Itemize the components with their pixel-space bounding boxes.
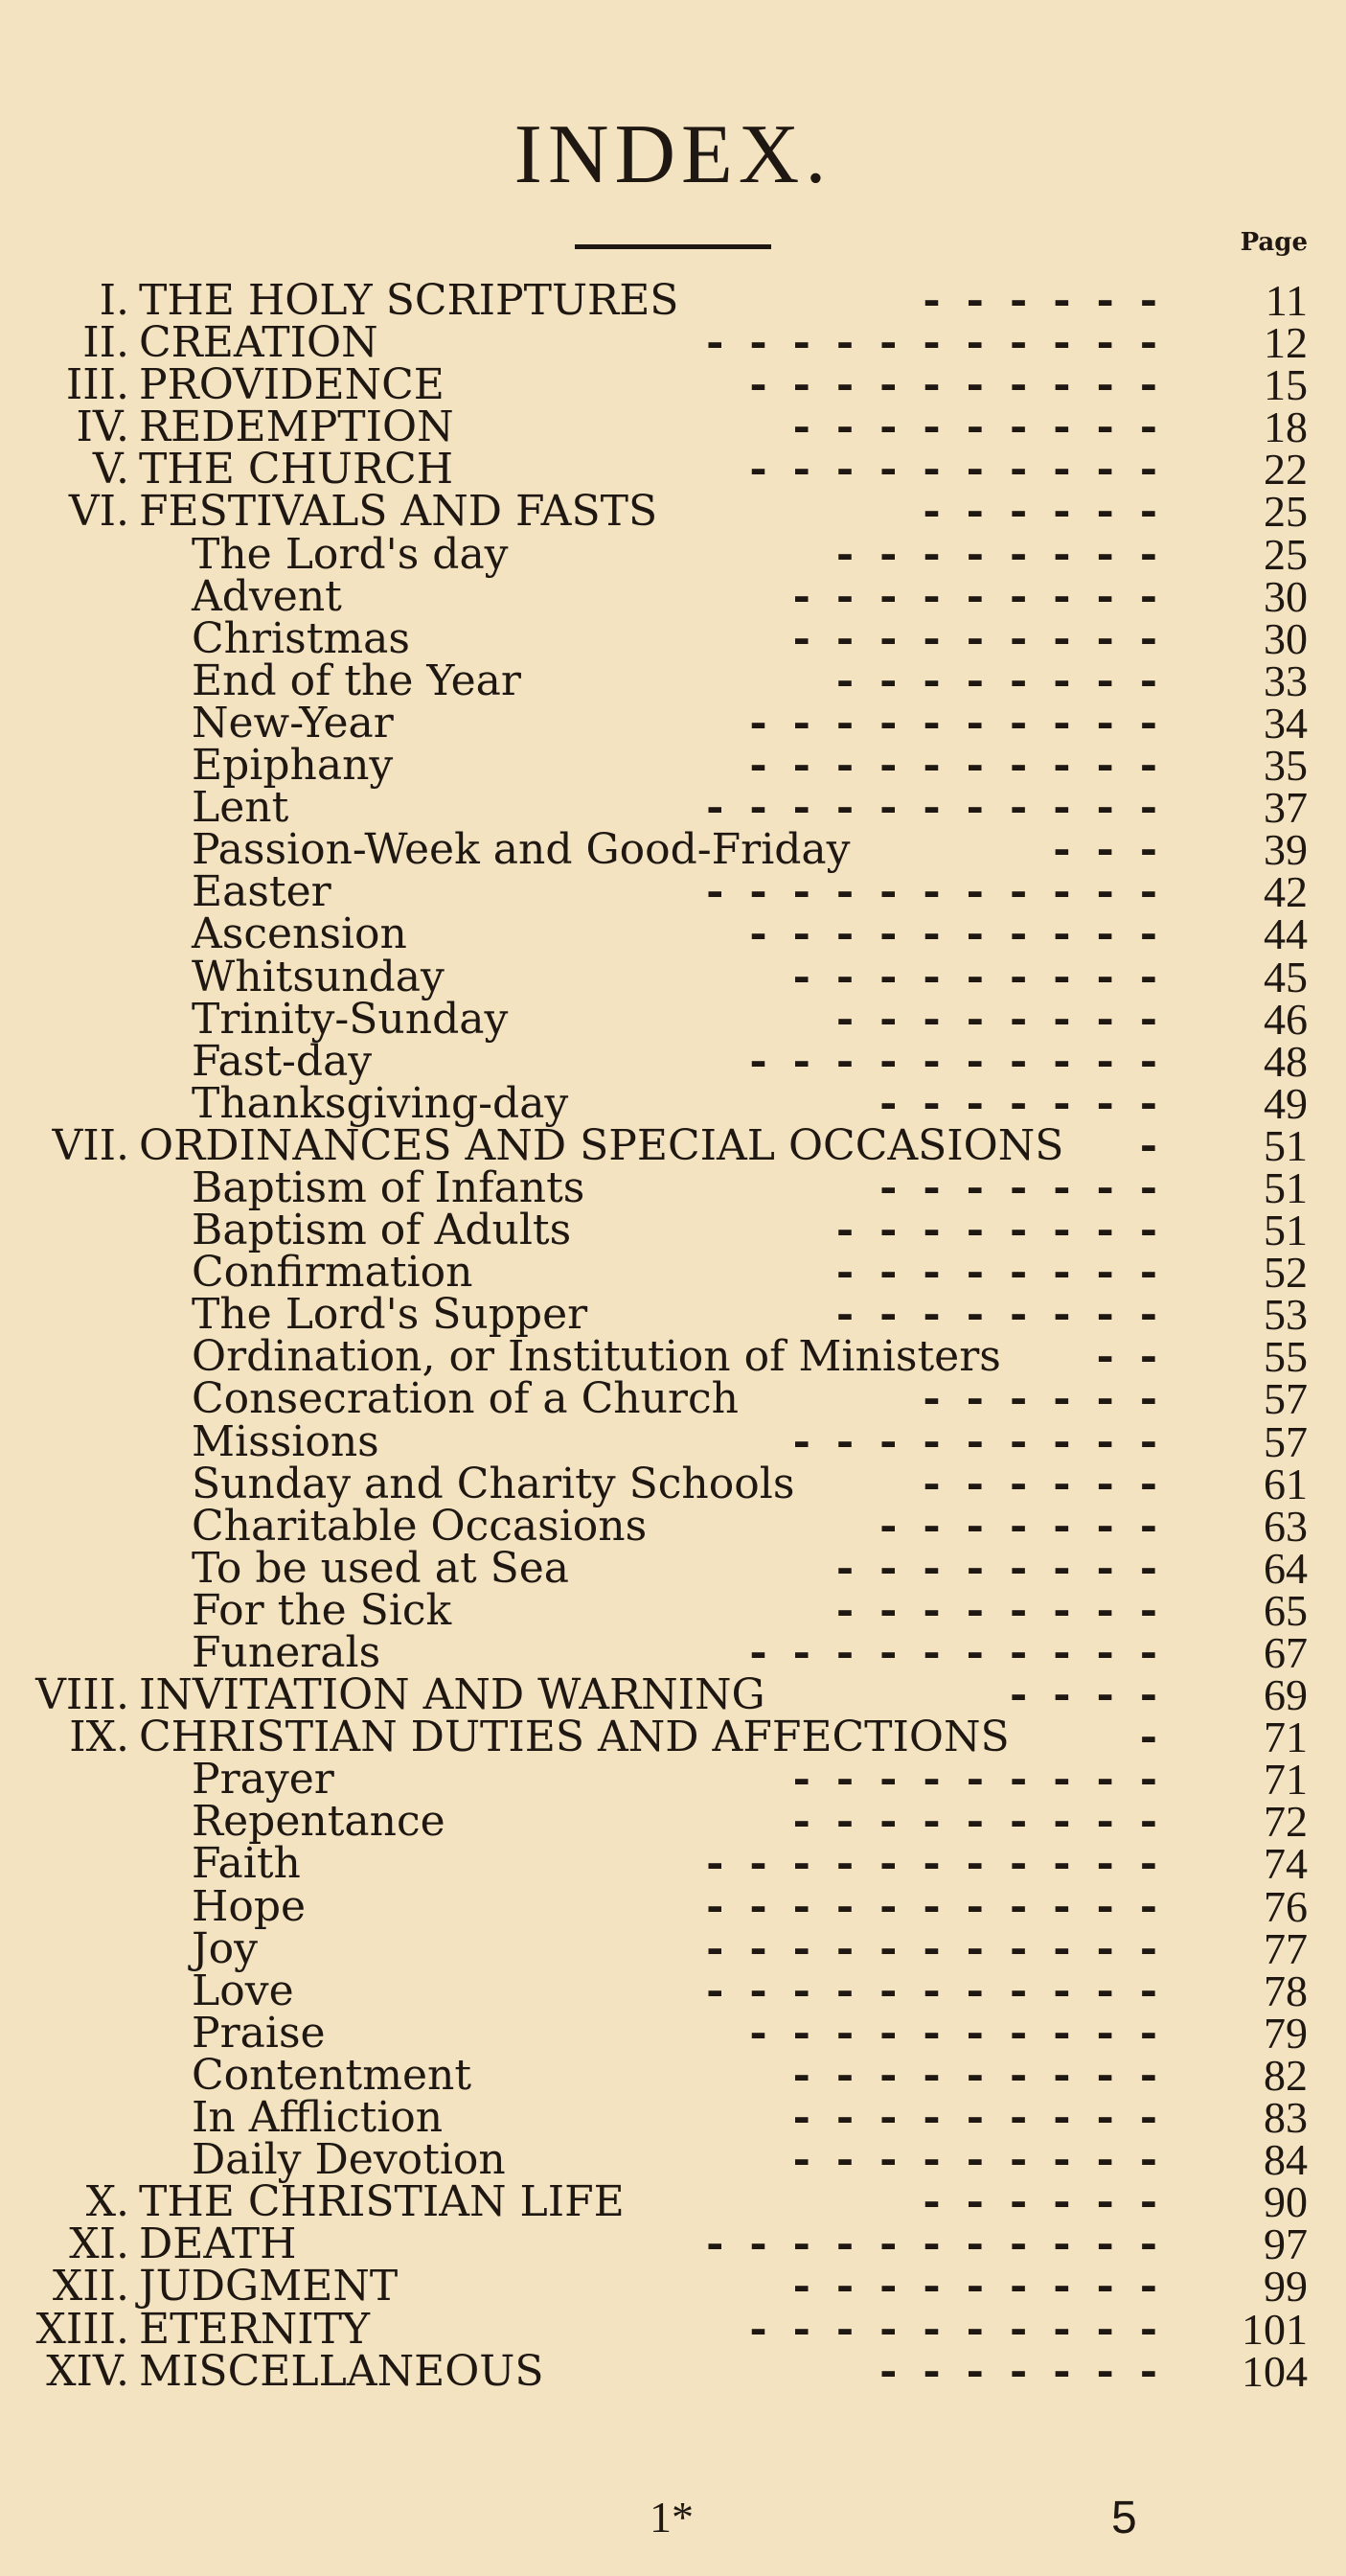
entry-page-number: 11 — [1265, 276, 1308, 325]
chapter-numeral: I. — [99, 276, 129, 325]
entry-page-number: 45 — [1264, 952, 1308, 1001]
index-chapter-entry — [0, 2346, 1346, 2396]
index-sub-entry — [0, 1839, 1346, 1889]
entry-label: Thanksgiving-day — [192, 1078, 569, 1128]
entry-page-number: 83 — [1264, 2093, 1308, 2143]
dot-leader: ---------- — [749, 360, 1183, 410]
index-chapter-entry — [0, 445, 1346, 494]
page-number: 5 — [1111, 2493, 1137, 2543]
dot-leader: --------- — [792, 1416, 1183, 1466]
entry-label: Contentment — [192, 2050, 472, 2100]
entry-page-number: 77 — [1264, 1923, 1308, 1973]
index-sub-entry — [0, 825, 1346, 875]
index-sub-entry — [0, 1966, 1346, 2015]
entry-label: Daily Devotion — [192, 2135, 506, 2185]
dot-leader: ------- — [879, 2346, 1183, 2396]
index-chapter-entry — [0, 2304, 1346, 2354]
dot-leader: -------- — [835, 1290, 1183, 1340]
dot-leader: -------- — [835, 1206, 1183, 1255]
dot-leader: ---------- — [749, 2304, 1183, 2354]
entry-page-number: 18 — [1264, 402, 1308, 452]
index-chapter-entry — [0, 1120, 1346, 1170]
index-chapter-entry — [0, 2177, 1346, 2227]
dot-leader: ---------- — [749, 1628, 1183, 1677]
dot-leader: ----------- — [706, 783, 1183, 833]
dot-leader: ---------- — [749, 909, 1183, 959]
chapter-numeral: XI. — [69, 2220, 129, 2269]
index-sub-entry — [0, 1078, 1346, 1128]
chapter-numeral: III. — [65, 360, 129, 410]
entry-label: THE CHRISTIAN LIFE — [139, 2177, 625, 2227]
dot-leader: --------- — [792, 952, 1183, 1001]
dot-leader: -------- — [835, 1543, 1183, 1593]
entry-label: The Lord's day — [192, 529, 509, 579]
entry-page-number: 48 — [1264, 1036, 1308, 1086]
entry-label: Charitable Occasions — [192, 1501, 648, 1551]
index-sub-entry — [0, 783, 1346, 833]
entry-page-number: 34 — [1264, 698, 1308, 748]
entry-page-number: 79 — [1264, 2008, 1308, 2058]
chapter-numeral: VIII. — [35, 1670, 129, 1720]
index-sub-entry — [0, 909, 1346, 959]
dot-leader: -- — [1096, 1332, 1183, 1382]
entry-page-number: 101 — [1242, 2304, 1308, 2354]
index-entries — [0, 276, 1346, 2396]
dot-leader: ----------- — [706, 867, 1183, 917]
index-sub-entry — [0, 2008, 1346, 2058]
entry-page-number: 82 — [1264, 2050, 1308, 2100]
entry-label: Easter — [192, 867, 331, 917]
entry-page-number: 25 — [1264, 487, 1308, 537]
dot-leader: ------ — [923, 487, 1183, 537]
page-column-heading: Page — [1240, 228, 1308, 257]
index-chapter-entry — [0, 487, 1346, 537]
entry-page-number: 67 — [1264, 1628, 1308, 1677]
entry-page-number: 84 — [1264, 2135, 1308, 2185]
entry-label: New-Year — [192, 698, 394, 748]
entry-label: Missions — [192, 1416, 379, 1466]
entry-label: Fast-day — [192, 1036, 373, 1086]
entry-page-number: 42 — [1264, 867, 1308, 917]
entry-label: REDEMPTION — [139, 402, 454, 452]
index-sub-entry — [0, 1248, 1346, 1298]
entry-page-number: 35 — [1264, 741, 1308, 791]
dot-leader: ------- — [879, 1162, 1183, 1212]
dot-leader: ------ — [923, 1459, 1183, 1508]
chapter-numeral: V. — [92, 445, 129, 494]
dot-leader: ---------- — [749, 445, 1183, 494]
index-sub-entry — [0, 1332, 1346, 1382]
index-sub-entry — [0, 1628, 1346, 1677]
dot-leader: --------- — [792, 2262, 1183, 2312]
entry-page-number: 53 — [1264, 1290, 1308, 1340]
index-sub-entry — [0, 741, 1346, 791]
dot-leader: -------- — [835, 994, 1183, 1044]
entry-label: For the Sick — [192, 1585, 452, 1635]
entry-page-number: 55 — [1264, 1332, 1308, 1382]
entry-page-number: 57 — [1264, 1416, 1308, 1466]
index-sub-entry — [0, 1036, 1346, 1086]
entry-label: Sunday and Charity Schools — [192, 1459, 795, 1508]
entry-page-number: 22 — [1264, 445, 1308, 494]
dot-leader: ------- — [879, 1078, 1183, 1128]
index-sub-entry — [0, 1459, 1346, 1508]
entry-label: Baptism of Adults — [192, 1206, 572, 1255]
entry-page-number: 51 — [1264, 1120, 1308, 1170]
entry-page-number: 99 — [1264, 2262, 1308, 2312]
entry-page-number: 61 — [1264, 1459, 1308, 1508]
entry-label: THE HOLY SCRIPTURES — [139, 276, 679, 325]
chapter-numeral: IX. — [69, 1713, 129, 1762]
entry-page-number: 39 — [1264, 825, 1308, 875]
index-sub-entry — [0, 1374, 1346, 1424]
entry-label: CREATION — [139, 318, 378, 368]
entry-page-number: 63 — [1264, 1501, 1308, 1551]
entry-label: Trinity-Sunday — [192, 994, 509, 1044]
entry-page-number: 51 — [1264, 1206, 1308, 1255]
index-sub-entry — [0, 613, 1346, 663]
entry-page-number: 52 — [1264, 1248, 1308, 1298]
entry-page-number: 46 — [1264, 994, 1308, 1044]
entry-page-number: 69 — [1264, 1670, 1308, 1720]
dot-leader: --------- — [792, 2135, 1183, 2185]
entry-label: End of the Year — [192, 656, 521, 705]
entry-label: The Lord's Supper — [192, 1290, 588, 1340]
entry-page-number: 90 — [1264, 2177, 1308, 2227]
entry-label: DEATH — [139, 2220, 297, 2269]
dot-leader: ------ — [923, 1374, 1183, 1424]
entry-label: Repentance — [192, 1797, 445, 1847]
index-chapter-entry — [0, 360, 1346, 410]
entry-label: Faith — [192, 1839, 301, 1889]
entry-label: CHRISTIAN DUTIES AND AFFECTIONS — [139, 1713, 1010, 1762]
index-sub-entry — [0, 1585, 1346, 1635]
entry-label: Prayer — [192, 1755, 334, 1805]
index-sub-entry — [0, 1416, 1346, 1466]
dot-leader: ------ — [923, 276, 1183, 325]
entry-page-number: 37 — [1264, 783, 1308, 833]
entry-label: INVITATION AND WARNING — [139, 1670, 765, 1720]
entry-label: THE CHURCH — [139, 445, 454, 494]
dot-leader: ---------- — [749, 2008, 1183, 2058]
entry-label: Consecration of a Church — [192, 1374, 739, 1424]
dot-leader: --------- — [792, 571, 1183, 621]
index-sub-entry — [0, 1797, 1346, 1847]
entry-label: Confirmation — [192, 1248, 473, 1298]
dot-leader: --------- — [792, 613, 1183, 663]
chapter-numeral: XII. — [52, 2262, 129, 2312]
entry-page-number: 30 — [1264, 571, 1308, 621]
index-sub-entry — [0, 571, 1346, 621]
index-sub-entry — [0, 656, 1346, 705]
index-sub-entry — [0, 2093, 1346, 2143]
index-sub-entry — [0, 1755, 1346, 1805]
entry-page-number: 51 — [1264, 1162, 1308, 1212]
chapter-numeral: VII. — [52, 1120, 129, 1170]
entry-label: Advent — [192, 571, 342, 621]
index-chapter-entry — [0, 2220, 1346, 2269]
index-sub-entry — [0, 698, 1346, 748]
dot-leader: ----------- — [706, 1966, 1183, 2015]
entry-page-number: 15 — [1264, 360, 1308, 410]
chapter-numeral: VI. — [68, 487, 129, 537]
entry-page-number: 33 — [1264, 656, 1308, 705]
index-title: INDEX. — [513, 108, 833, 201]
entry-label: To be used at Sea — [192, 1543, 570, 1593]
entry-label: PROVIDENCE — [139, 360, 445, 410]
entry-label: Ascension — [192, 909, 407, 959]
dot-leader: -------- — [835, 529, 1183, 579]
entry-label: MISCELLANEOUS — [139, 2346, 544, 2396]
index-chapter-entry — [0, 318, 1346, 368]
index-sub-entry — [0, 1881, 1346, 1931]
entry-label: Love — [192, 1966, 294, 2015]
entry-label: In Affliction — [192, 2093, 444, 2143]
index-chapter-entry — [0, 276, 1346, 325]
entry-page-number: 64 — [1264, 1543, 1308, 1593]
dot-leader: ---------- — [749, 698, 1183, 748]
index-chapter-entry — [0, 1670, 1346, 1720]
dot-leader: --------- — [792, 1797, 1183, 1847]
dot-leader: ------ — [923, 2177, 1183, 2227]
index-sub-entry — [0, 952, 1346, 1001]
chapter-numeral: II. — [82, 318, 129, 368]
index-sub-entry — [0, 1501, 1346, 1551]
index-sub-entry — [0, 1290, 1346, 1340]
index-sub-entry — [0, 2135, 1346, 2185]
entry-label: ORDINANCES AND SPECIAL OCCASIONS — [139, 1120, 1064, 1170]
index-sub-entry — [0, 2050, 1346, 2100]
title-rule — [575, 244, 771, 249]
index-sub-entry — [0, 994, 1346, 1044]
dot-leader: ----------- — [706, 2220, 1183, 2269]
entry-page-number: 76 — [1264, 1881, 1308, 1931]
dot-leader: ----------- — [706, 1839, 1183, 1889]
chapter-numeral: IV. — [76, 402, 129, 452]
entry-page-number: 57 — [1264, 1374, 1308, 1424]
signature-mark: 1* — [650, 2493, 694, 2542]
entry-label: Christmas — [192, 613, 410, 663]
entry-label: Hope — [192, 1881, 307, 1931]
index-chapter-entry — [0, 1713, 1346, 1762]
dot-leader: --------- — [792, 2050, 1183, 2100]
dot-leader: --------- — [792, 1755, 1183, 1805]
entry-page-number: 74 — [1264, 1839, 1308, 1889]
dot-leader: -------- — [835, 1248, 1183, 1298]
index-sub-entry — [0, 1162, 1346, 1212]
dot-leader: --------- — [792, 2093, 1183, 2143]
dot-leader: --------- — [792, 402, 1183, 452]
entry-label: Joy — [192, 1923, 258, 1973]
entry-label: Praise — [192, 2008, 326, 2058]
chapter-numeral: X. — [85, 2177, 129, 2227]
entry-page-number: 78 — [1264, 1966, 1308, 2015]
dot-leader: - — [1139, 1120, 1183, 1170]
dot-leader: ------- — [879, 1501, 1183, 1551]
dot-leader: -------- — [835, 656, 1183, 705]
dot-leader: --- — [1053, 825, 1183, 875]
chapter-numeral: XIV. — [46, 2346, 129, 2396]
dot-leader: -------- — [835, 1585, 1183, 1635]
entry-label: Passion-Week and Good-Friday — [192, 825, 851, 875]
entry-label: Whitsunday — [192, 952, 445, 1001]
index-sub-entry — [0, 529, 1346, 579]
chapter-numeral: XIII. — [35, 2304, 129, 2354]
entry-page-number: 71 — [1264, 1713, 1308, 1762]
entry-page-number: 30 — [1264, 613, 1308, 663]
entry-label: JUDGMENT — [139, 2262, 399, 2312]
entry-label: Ordination, or Institution of Ministers — [192, 1332, 1001, 1382]
index-sub-entry — [0, 1543, 1346, 1593]
dot-leader: - — [1139, 1713, 1183, 1762]
entry-page-number: 12 — [1264, 318, 1308, 368]
entry-page-number: 25 — [1264, 529, 1308, 579]
entry-label: Lent — [192, 783, 289, 833]
dot-leader: ---------- — [749, 1036, 1183, 1086]
entry-label: Epiphany — [192, 741, 394, 791]
index-sub-entry — [0, 867, 1346, 917]
entry-label: ETERNITY — [139, 2304, 370, 2354]
index-chapter-entry — [0, 2262, 1346, 2312]
entry-label: Funerals — [192, 1628, 381, 1677]
index-sub-entry — [0, 1206, 1346, 1255]
entry-page-number: 49 — [1264, 1078, 1308, 1128]
entry-page-number: 97 — [1264, 2220, 1308, 2269]
dot-leader: ----------- — [706, 318, 1183, 368]
entry-page-number: 72 — [1264, 1797, 1308, 1847]
entry-page-number: 71 — [1264, 1755, 1308, 1805]
entry-label: FESTIVALS AND FASTS — [139, 487, 658, 537]
entry-page-number: 65 — [1264, 1585, 1308, 1635]
dot-leader: ----------- — [706, 1923, 1183, 1973]
dot-leader: ---- — [1009, 1670, 1183, 1720]
dot-leader: ----------- — [706, 1881, 1183, 1931]
entry-page-number: 44 — [1264, 909, 1308, 959]
index-sub-entry — [0, 1923, 1346, 1973]
index-chapter-entry — [0, 402, 1346, 452]
entry-page-number: 104 — [1242, 2346, 1308, 2396]
dot-leader: ---------- — [749, 741, 1183, 791]
entry-label: Baptism of Infants — [192, 1162, 585, 1212]
